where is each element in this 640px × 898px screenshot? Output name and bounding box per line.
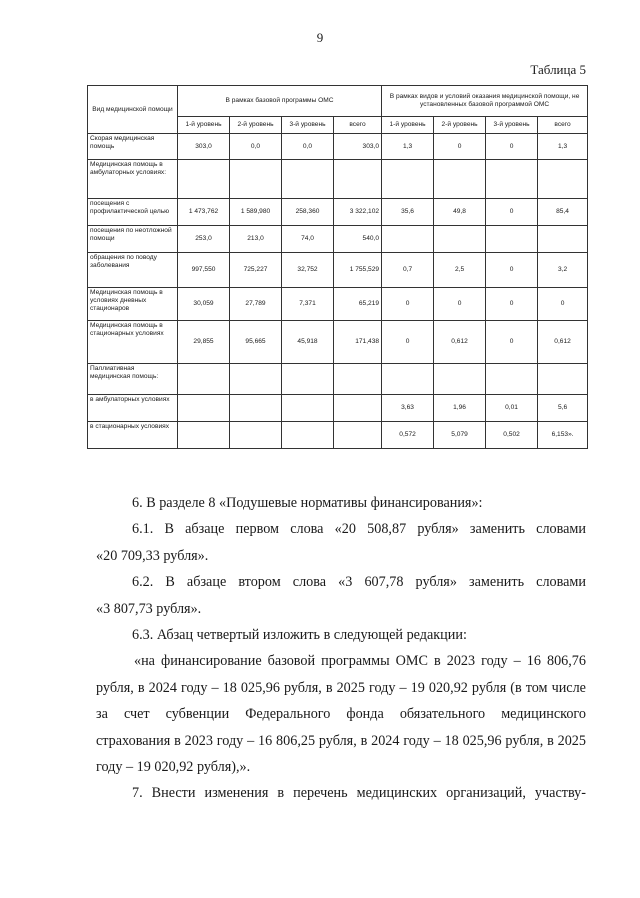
cell: 0 [434,134,486,160]
cell: 1,3 [538,134,588,160]
cell: 171,438 [334,321,382,364]
table-header-row [88,86,588,117]
cell: 0,612 [434,321,486,364]
paragraph-6-2-cont: «3 807,73 рубля». [96,600,202,617]
paragraph-6-3: 6.3. Абзац четвертый изложить в следующей редакции: [132,627,467,644]
cell: 0,572 [382,422,434,449]
group-header-extra: В рамках видов и условий оказания медицинской помощи, не установленных базовой программой ОМС [382,86,588,117]
cell [230,422,282,449]
cell: 0,502 [486,422,538,449]
group-header-basic: В рамках базовой программы ОМС [178,86,382,117]
row-label: Медицинская помощь в стационарных условиях [88,321,178,364]
cell [282,364,334,395]
cell [178,422,230,449]
col-type-header: Вид медицинской помощи [88,86,178,134]
paragraph-7: 7. Внести изменения в перечень медицинских организаций, участву- [132,785,586,802]
cell: 6,153». [538,422,588,449]
cell: 0,612 [538,321,588,364]
cell [178,160,230,199]
cell: 49,8 [434,199,486,226]
cell: 1 755,529 [334,253,382,288]
cell: 1,96 [434,395,486,422]
cell: 2,5 [434,253,486,288]
cell [538,226,588,253]
row-label: Медицинская помощь в амбулаторных условиях: [88,160,178,199]
cell: 1 473,762 [178,199,230,226]
row-label: в стационарных условиях [88,422,178,449]
cell: 1,3 [382,134,434,160]
table-row [88,199,588,226]
cell [230,395,282,422]
cell [382,226,434,253]
table-row [88,288,588,321]
cell [538,364,588,395]
row-label: обращения по поводу заболевания [88,253,178,288]
cell: 3 322,102 [334,199,382,226]
cell [434,160,486,199]
row-label: Скорая медицинская помощь [88,134,178,160]
cell [178,395,230,422]
cell [382,364,434,395]
cell: 30,059 [178,288,230,321]
level-header: 1-й уровень [178,117,230,134]
cell: 0,0 [282,134,334,160]
cell: 0 [486,288,538,321]
row-label: посещения с профилактической целью [88,199,178,226]
level-header: всего [538,117,588,134]
level-header: всего [334,117,382,134]
table-row [88,160,588,199]
cell: 213,0 [230,226,282,253]
cell: 27,789 [230,288,282,321]
cell [486,226,538,253]
cell: 303,0 [178,134,230,160]
paragraph-quote: «на финансирование базовой программы ОМС в 2023 году – 16 806,76 рубля, в 2024 году – 18 025,96 рубля, в 2025 году – 19 020,92 рубля (в том числе за счет субвенции Федерального фонда обязательного медицинского страхования в 2023 году – 16 806,25 рубля, в 2024 году – 18 025,96 рубля, в 2025 году – 19 020,92 рубля),». [96,653,586,776]
row-label: Паллиативная медицинская помощь: [88,364,178,395]
cell: 0 [434,288,486,321]
row-label: в амбулаторных условиях [88,395,178,422]
cell: 74,0 [282,226,334,253]
cell [334,422,382,449]
cell: 0 [538,288,588,321]
cell: 0 [486,199,538,226]
cell: 32,752 [282,253,334,288]
cell: 540,0 [334,226,382,253]
table-row [88,422,588,449]
cell [334,160,382,199]
cell [486,364,538,395]
paragraph-6-1-cont: «20 709,33 рубля». [96,547,209,564]
cell [334,395,382,422]
table-row [88,226,588,253]
cell: 1 589,980 [230,199,282,226]
table-caption: Таблица 5 [530,62,586,77]
cell: 0,7 [382,253,434,288]
cell [230,364,282,395]
paragraph-6-2: 6.2. В абзаце втором слова «3 607,78 рубля» заменить словами [132,574,586,591]
cell: 725,227 [230,253,282,288]
cell [538,160,588,199]
cell: 3,63 [382,395,434,422]
document-body [96,490,586,807]
cell: 997,550 [178,253,230,288]
cell: 303,0 [334,134,382,160]
cell: 0 [486,134,538,160]
paragraph-6-1: 6.1. В абзаце первом слова «20 508,87 рубля» заменить словами [132,521,586,538]
table-row [88,364,588,395]
cell: 0,01 [486,395,538,422]
cell [334,364,382,395]
row-label: посещения по неотложной помощи [88,226,178,253]
table-row [88,134,588,160]
cell: 3,2 [538,253,588,288]
cell: 258,360 [282,199,334,226]
level-header: 3-й уровень [282,117,334,134]
cell: 65,219 [334,288,382,321]
cell: 95,665 [230,321,282,364]
table-row [88,321,588,364]
cell [434,226,486,253]
cell: 0 [382,321,434,364]
cell: 0,0 [230,134,282,160]
cell: 0 [486,253,538,288]
cell: 5,079 [434,422,486,449]
cell: 253,0 [178,226,230,253]
level-header: 2-й уровень [230,117,282,134]
cell: 85,4 [538,199,588,226]
cell [282,160,334,199]
cell: 7,371 [282,288,334,321]
cell [486,160,538,199]
cell [178,364,230,395]
cell [382,160,434,199]
cell: 35,6 [382,199,434,226]
cell: 5,6 [538,395,588,422]
cell [230,160,282,199]
cell: 29,855 [178,321,230,364]
table-row [88,253,588,288]
funding-volume-table [87,85,588,449]
cell: 45,918 [282,321,334,364]
paragraph-section-8: 6. В разделе 8 «Подушевые нормативы финансирования»: [132,495,483,511]
level-header: 3-й уровень [486,117,538,134]
page-number: 9 [316,30,324,45]
cell [282,395,334,422]
cell: 0 [382,288,434,321]
cell [434,364,486,395]
cell: 0 [486,321,538,364]
row-label: Медицинская помощь в условиях дневных стационаров [88,288,178,321]
level-header: 2-й уровень [434,117,486,134]
table-row [88,395,588,422]
level-header: 1-й уровень [382,117,434,134]
cell [282,422,334,449]
